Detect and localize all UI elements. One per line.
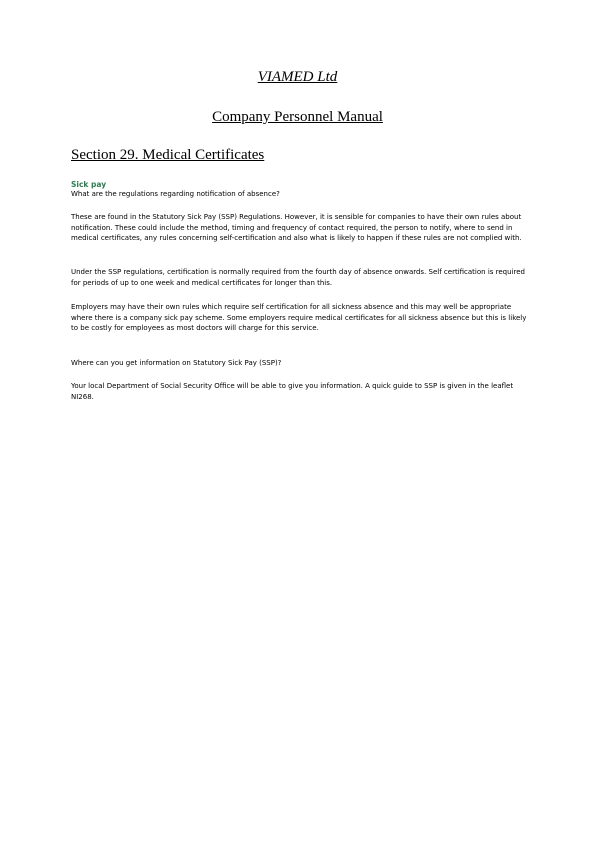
paragraph-certification: Under the SSP regulations, certification is normally required from the fourth day of absence onwards. Self certification is required for periods of up to one week and medical certificates for longer than this.: [71, 268, 525, 287]
question-notification: What are the regulations regarding notification of absence?: [71, 190, 280, 198]
company-name: VIAMED Ltd: [257, 69, 338, 85]
section-title: Section 29. Medical Certificates: [71, 147, 265, 163]
question-ssp-information: Where can you get information on Statutory Sick Pay (SSP)?: [71, 359, 282, 367]
subheading-sick-pay: Sick pay: [71, 180, 107, 189]
paragraph-ssp-regulations: These are found in the Statutory Sick Pay (SSP) Regulations. However, it is sensible for companies to have their own rules about notification. These could include the method, timing and frequency of contact required, the person to notify, where to send in medical certificates, any rules concerning self-certification and also what is likely to happen if these rules are not complied with.: [71, 213, 522, 242]
paragraph-employer-rules: Employers may have their own rules which require self certification for all sickness absence and this may well be appropriate where there is a company sick pay scheme. Some employers require medical certificates for all sickness absence but this is likely to be costly for employees as most doctors will charge for this service.: [71, 303, 527, 332]
paragraph-dss-office: Your local Department of Social Security Office will be able to give you information. A quick guide to SSP is given in the leaflet NI268.: [71, 382, 514, 401]
manual-title: Company Personnel Manual: [212, 109, 383, 125]
